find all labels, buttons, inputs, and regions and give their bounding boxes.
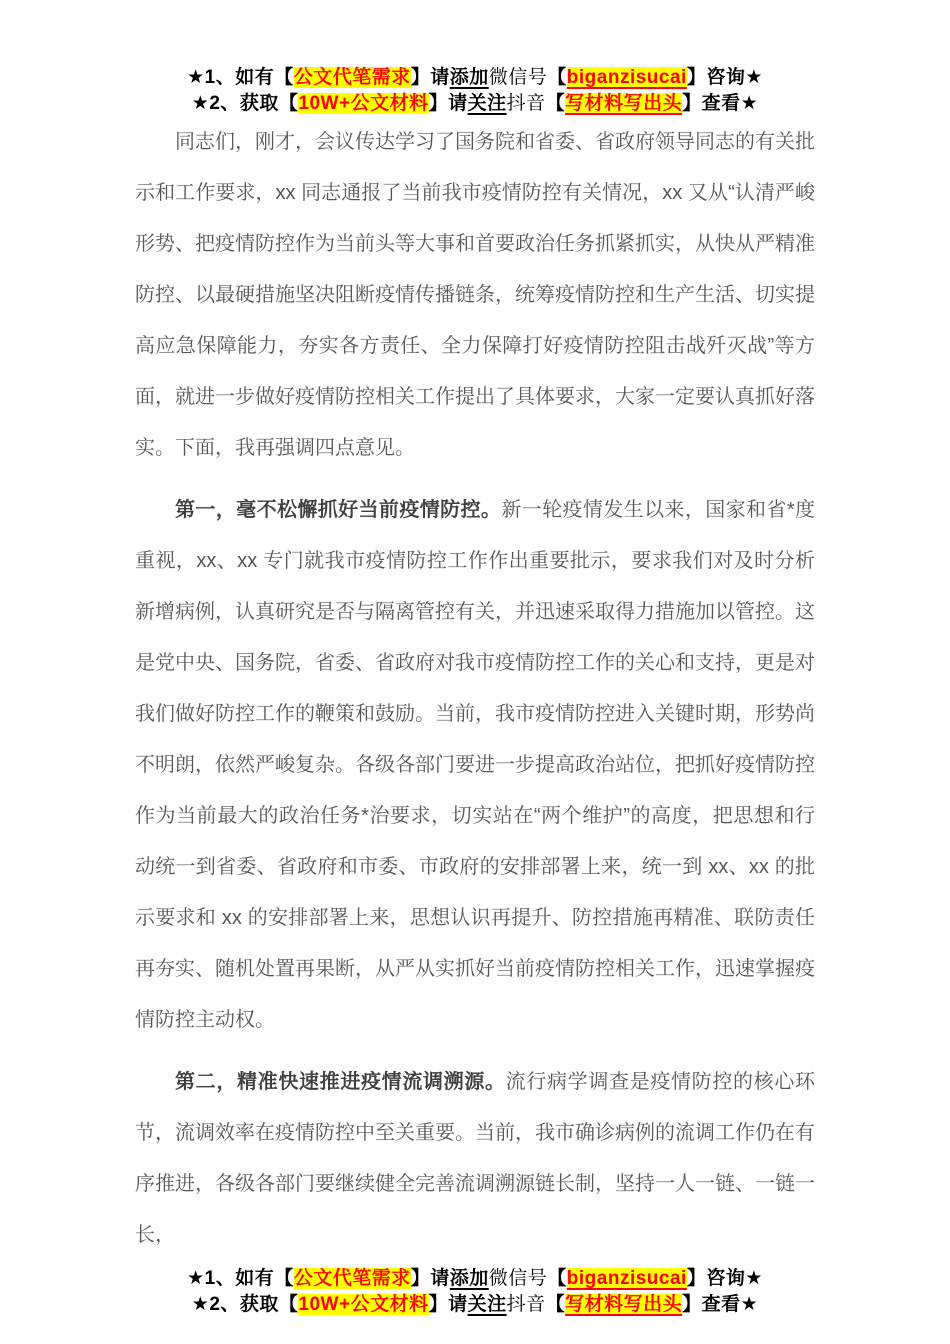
paragraph-text: 流行病学调查是疫情防控的核心环节，流调效率在疫情防控中至关重要。当前，我市确诊病例的流调工作仍在有序推进，各级各部门要继续健全完善流调溯源链长制，坚持一人一链、一链一长， <box>135 1071 816 1246</box>
promo-highlight-account: biganzisucai <box>566 1268 687 1289</box>
promo-suffix: 】查看★ <box>682 1294 759 1315</box>
paragraph-text: 新一轮疫情发生以来，国家和省*度重视，xx、xx 专门就我市疫情防控工作作出重要批示，要求我们对及时分析新增病例，认真研究是否与隔离管控有关，并迅速采取得力措施加以管控。这是党中央、国务院，省委、省政府对我市疫情防控工作的关心和支持，更是对我们做好防控工作的鞭策和鼓励。当前，我市疫情防控进入关键时期，形势尚不明朗，依然严峻复杂。各级各部门要进一步提高政治站位，把抓好疫情防控作为当前最大的政治任务*治要求，切实站在“两个维护”的高度，把思想和行动统一到省委、省政府和市委、市政府的安排部署上来，统一到 xx、xx 的批示要求和 xx 的安排部署上来，思想认识再提升、防控措施再精准、联防责任再夯实、随机处置再果断，从严从实抓好当前疫情防控相关工作，迅速掌握疫情防控主动权。 <box>135 499 816 1031</box>
promo-bracket-mid: 】请 <box>428 93 468 114</box>
promo-line-2 <box>0 1292 950 1318</box>
paragraph-text: 同志们，刚才，会议传达学习了国务院和省委、省政府领导同志的有关批示和工作要求，xx 同志通报了当前我市疫情防控有关情况，xx 又从“认清严峻形势、把疫情防控作为当前头等大事和首要政治任务抓紧抓实，从快从严精准防控、以最硬措施坚决阻断疫情传播链条，统筹疫情防控和生产生活、切实提高应急保障能力，夯实各方责任、全力保障打好疫情防控阻击战歼灭战”等方面，就进一步做好疫情防控相关工作提出了具体要求，大家一定要认真抓好落实。下面，我再强调四点意见。 <box>135 131 815 459</box>
promo-highlight-service: 公文代笔需求 <box>293 1268 411 1289</box>
promo-bracket-mid: 】请 <box>410 67 450 88</box>
promo-line-1 <box>0 65 950 91</box>
body-paragraph-point-1 <box>135 485 815 1046</box>
promo-highlight-service: 公文代笔需求 <box>293 67 411 88</box>
promo-prefix: ★2、获取【 <box>191 93 299 114</box>
paragraph-lead-bold: 第一，毫不松懈抓好当前疫情防控。 <box>175 499 502 521</box>
promo-underline-word: 添加 <box>449 67 489 88</box>
promo-platform-label: 微信号 <box>488 1268 548 1289</box>
promo-platform-label: 微信号 <box>488 67 548 88</box>
promo-suffix: 】咨询★ <box>686 67 763 88</box>
promo-platform-label: 抖音 <box>506 93 546 114</box>
promo-underline-word: 关注 <box>467 93 507 114</box>
promo-underline-word: 添加 <box>449 1268 489 1289</box>
promo-bracket-open: 【 <box>547 1268 567 1289</box>
promo-line-2 <box>0 91 950 117</box>
promo-suffix: 】查看★ <box>682 93 759 114</box>
promo-bracket-mid: 】请 <box>410 1268 450 1289</box>
promo-highlight-account: 写材料写出头 <box>565 1294 683 1315</box>
promo-line-1 <box>0 1266 950 1292</box>
promo-bracket-open: 【 <box>545 1294 566 1315</box>
promo-highlight-account: biganzisucai <box>566 67 687 88</box>
promo-prefix: ★1、如有【 <box>187 67 294 88</box>
promo-bracket-open: 【 <box>547 67 567 88</box>
document-body <box>135 117 815 1261</box>
promo-prefix: ★2、获取【 <box>191 1294 299 1315</box>
promo-banner-bottom <box>0 1266 950 1318</box>
paragraph-lead-bold: 第二，精准快速推进疫情流调溯源。 <box>175 1071 506 1093</box>
promo-bracket-open: 【 <box>545 93 566 114</box>
body-paragraph-point-2 <box>135 1057 815 1261</box>
promo-banner-top <box>0 65 950 117</box>
promo-bracket-mid: 】请 <box>428 1294 468 1315</box>
body-paragraph-intro <box>135 117 815 474</box>
promo-platform-label: 抖音 <box>506 1294 546 1315</box>
promo-prefix: ★1、如有【 <box>187 1268 294 1289</box>
promo-highlight-service: 10W+公文材料 <box>298 1294 429 1315</box>
promo-highlight-account: 写材料写出头 <box>565 93 683 114</box>
promo-highlight-service: 10W+公文材料 <box>298 93 429 114</box>
promo-underline-word: 关注 <box>467 1294 507 1315</box>
promo-suffix: 】咨询★ <box>686 1268 763 1289</box>
